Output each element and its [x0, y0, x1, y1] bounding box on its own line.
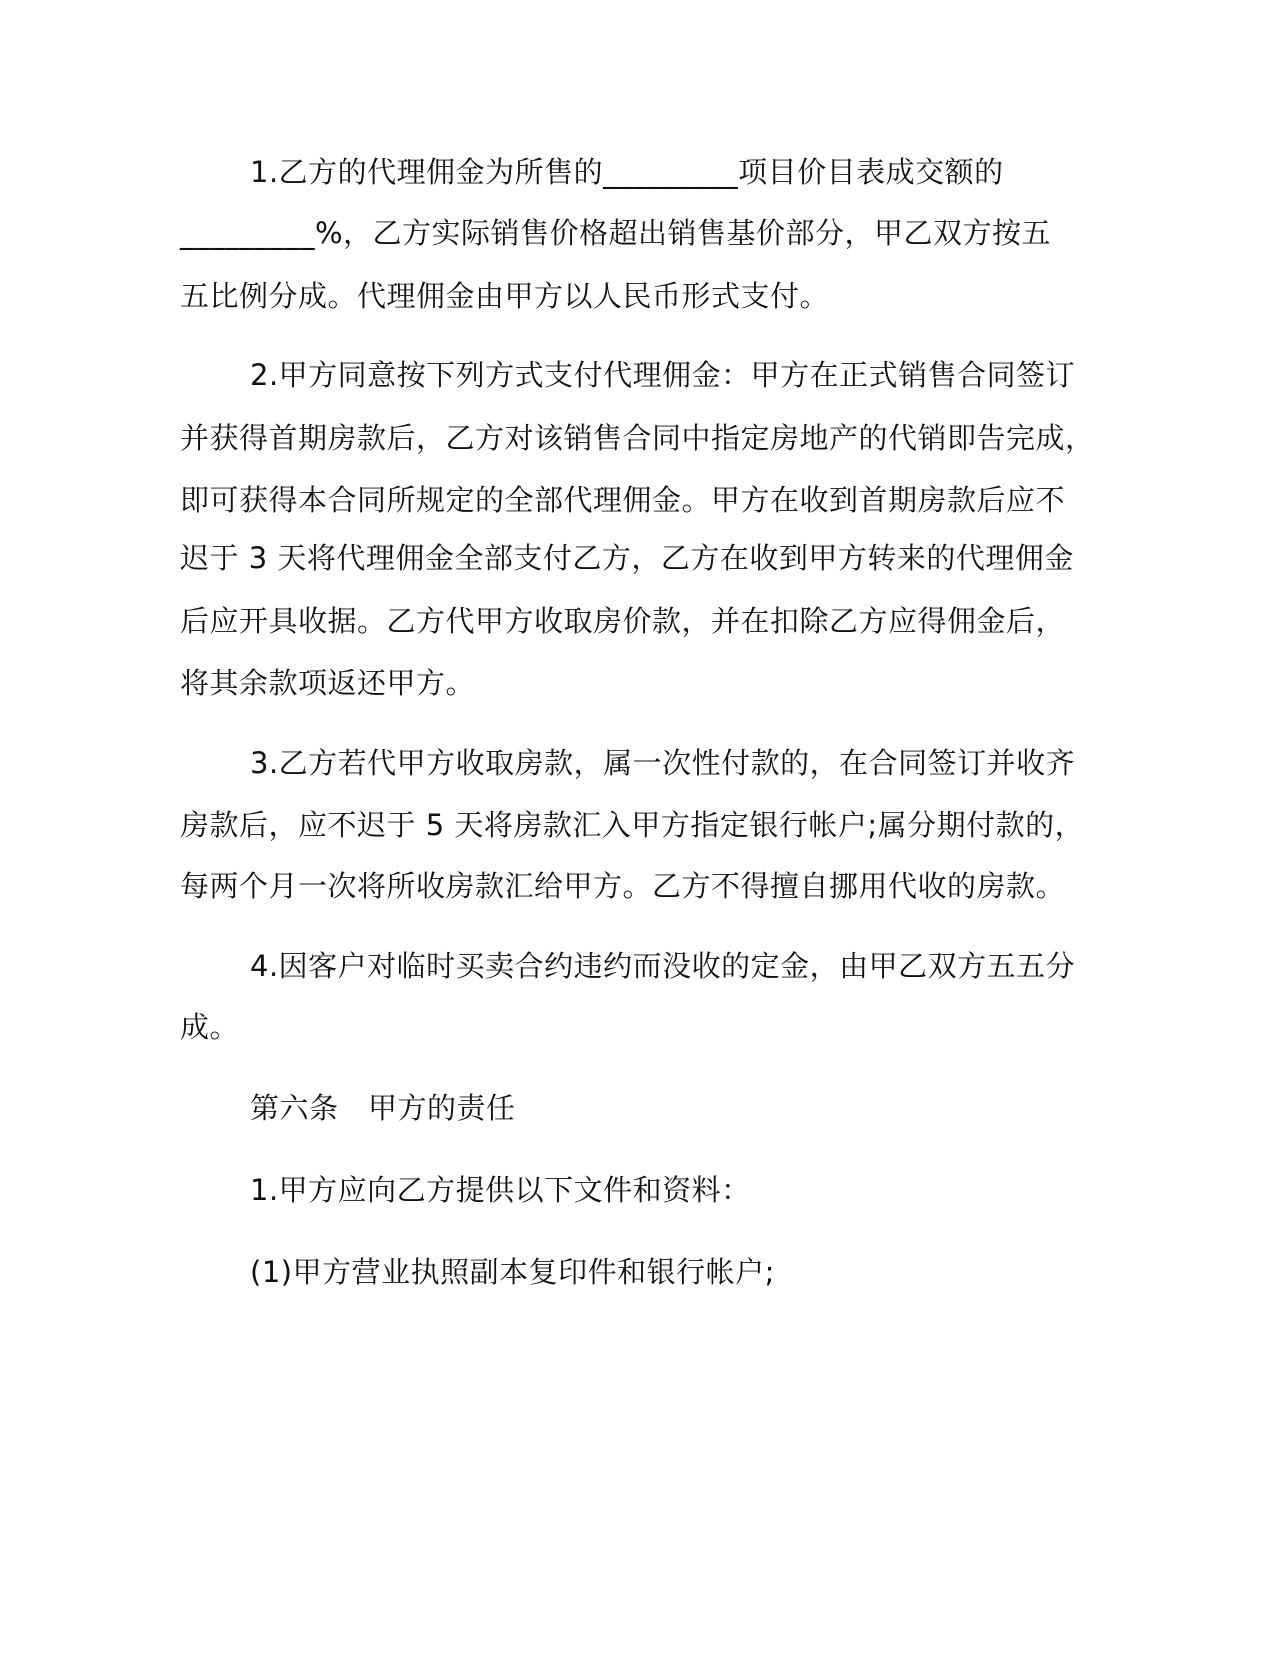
clause-3-line-1: 3.乙方若代甲方收取房款，属一次性付款的，在合同签订并收齐 — [250, 746, 1076, 780]
article-6-item-1: (1)甲方营业执照副本复印件和银行帐户; — [250, 1255, 775, 1289]
clause-2-line-2: 并获得首期房款后，乙方对该销售合同中指定房地产的代销即告完成， — [180, 421, 1095, 455]
clause-3-line-2: 房款后，应不迟于 5 天将房款汇入甲方指定银行帐户;属分期付款的， — [180, 808, 1085, 842]
clause-1-line-3: 五比例分成。代理佣金由甲方以人民币形式支付。 — [180, 279, 830, 313]
clause-2-line-1: 2.甲方同意按下列方式支付代理佣金：甲方在正式销售合同签订 — [250, 358, 1076, 392]
clause-3-line-3: 每两个月一次将所收房款汇给甲方。乙方不得擅自挪用代收的房款。 — [180, 869, 1066, 903]
article-6-heading: 第六条 甲方的责任 — [250, 1091, 516, 1125]
clause-1-line-2: _________%，乙方实际销售价格超出销售基价部分，甲乙双方按五 — [180, 216, 1052, 250]
clause-2-line-5: 后应开具收据。乙方代甲方收取房价款，并在扣除乙方应得佣金后， — [180, 604, 1066, 638]
clause-1-line-1: 1.乙方的代理佣金为所售的_________项目价目表成交额的 — [250, 155, 1004, 189]
clause-2-line-4: 迟于 3 天将代理佣金全部支付乙方，乙方在收到甲方转来的代理佣金 — [180, 541, 1074, 575]
clause-2-line-3: 即可获得本合同所规定的全部代理佣金。甲方在收到首期房款后应不 — [180, 483, 1066, 517]
clause-4-line-2: 成。 — [180, 1010, 240, 1044]
article-6-clause-1: 1.甲方应向乙方提供以下文件和资料： — [250, 1173, 751, 1207]
clause-4-line-1: 4.因客户对临时买卖合约违约而没收的定金，由甲乙双方五五分 — [250, 949, 1076, 983]
clause-2-line-6: 将其余款项返还甲方。 — [180, 666, 476, 700]
